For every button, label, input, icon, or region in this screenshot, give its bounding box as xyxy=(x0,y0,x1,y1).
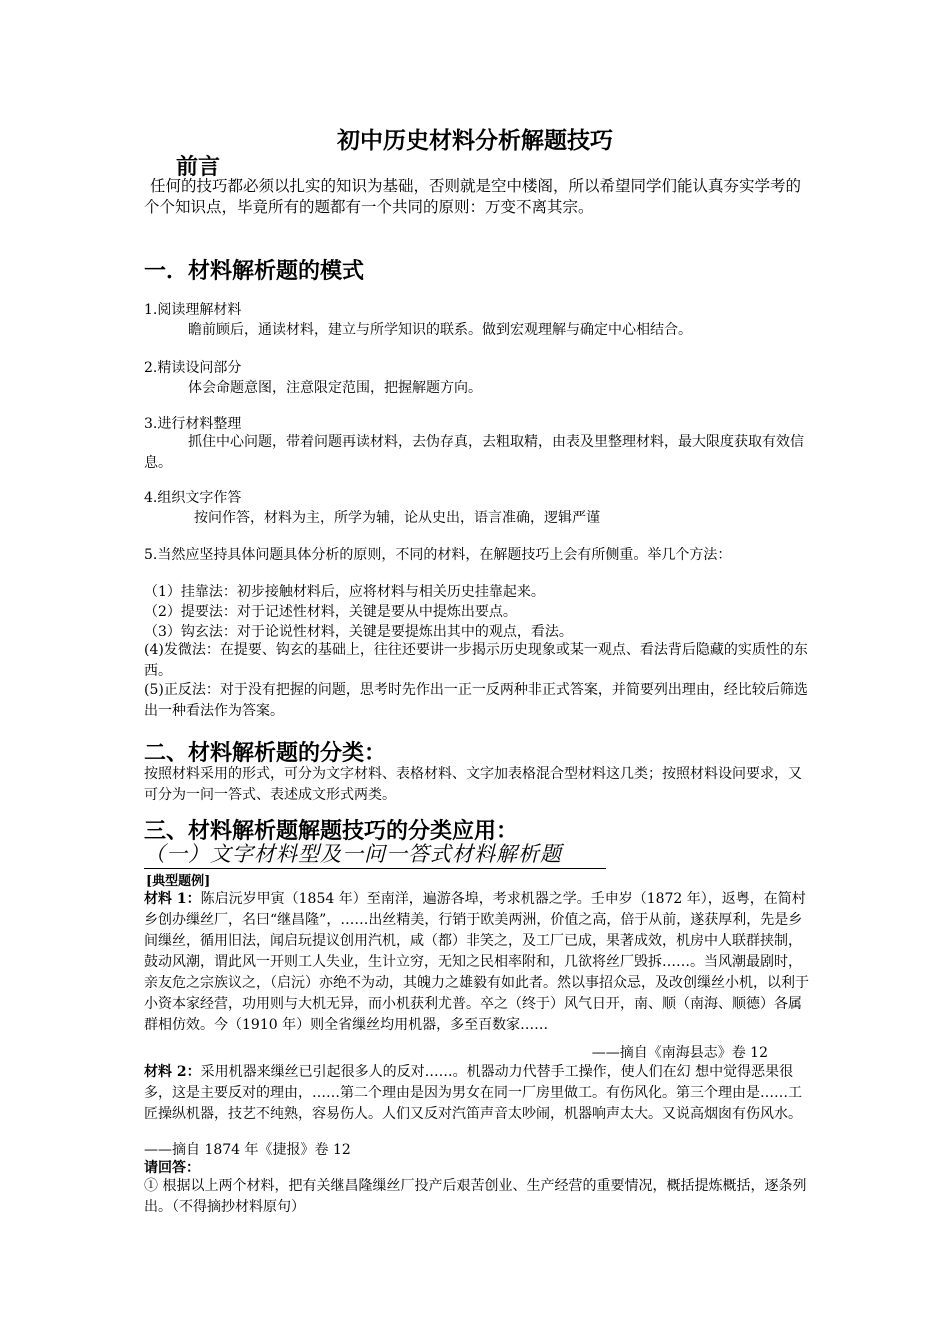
step-4-label: 4.组织文字作答 xyxy=(144,490,242,506)
method-4: (4)发微法：在提要、钩玄的基础上，往往还要讲一步揭示历史现象或某一观点、看法背后隐藏的实质性的东西。 xyxy=(144,642,808,679)
method-2: （2）提要法：对于记述性材料，关键是要从中提炼出要点。 xyxy=(144,604,517,620)
material-1-source: ——摘自《南海县志》卷 12 xyxy=(591,1045,768,1061)
material-1-label: 材料 1： xyxy=(144,891,201,907)
preface-heading: 前言 xyxy=(176,154,221,180)
point-5: 5.当然应坚持具体问题具体分析的原则，不同的材料，在解题技巧上会有所侧重。举几个方法： xyxy=(144,547,732,563)
question-label: 请回答： xyxy=(144,1160,200,1176)
example-tag: [典型题例] xyxy=(146,874,211,889)
preface-text: 任何的技巧都必须以扎实的知识为基础，否则就是空中楼阁，所以希望同学们能认真夯实学考的个个知识点，毕竟所有的题都有一个共同的原则：万变不离其宗。 xyxy=(144,177,802,216)
material-2-text: 采用机器来缫丝已引起很多人的反对……。机器动力代替手工操作，使人们在幻 想中觉得恶果很多，这是主要反对的理由，……第二个理由是因为男女在同一厂房里做工。有伤风化。第三个理由是……工匠操纵机器，技艺不纯熟，容易伤人。人们又反对汽笛声音太吵闹，机器响声太大。又说高烟囱有伤风水。 xyxy=(144,1064,802,1122)
section2-text: 按照材料采用的形式，可分为文字材料、表格材料、文字加表格混合型材料这几类；按照材料设问要求，又可分为一问一答式、表述成文形式两类。 xyxy=(144,766,802,803)
step-3-text: 抓住中心问题，带着问题再读材料，去伪存真，去粗取精，由表及里整理材料，最大限度获取有效信息。 xyxy=(144,434,804,471)
section3-heading: 三、材料解析题解题技巧的分类应用： xyxy=(144,818,519,844)
method-5: (5)正反法：对于没有把握的问题，思考时先作出一正一反两种非正式答案，并简要列出理由，经比较后筛选出一种看法作为答案。 xyxy=(144,682,808,719)
document-title: 初中历史材料分析解题技巧 xyxy=(337,127,613,154)
material-2-label: 材料 2： xyxy=(144,1064,201,1080)
question-1: ① 根据以上两个材料，把有关继昌隆缫丝厂投产后艰苦创业、生产经营的重要情况，概括提炼概括，逐条列出。（不得摘抄材料原句） xyxy=(144,1178,807,1215)
step-1-label: 1.阅读理解材料 xyxy=(144,302,242,318)
section2-heading: 二、材料解析题的分类： xyxy=(144,740,387,766)
step-2-label: 2.精读设问部分 xyxy=(144,360,242,376)
method-3: （3）钩玄法：对于论说性材料，关键是要提炼出其中的观点，看法。 xyxy=(144,624,573,640)
section1-heading: 一．材料解析题的模式 xyxy=(144,258,365,284)
step-1-text: 瞻前顾后，通读材料，建立与所学知识的联系。做到宏观理解与确定中心相结合。 xyxy=(188,322,692,338)
material-1-text: 陈启沅岁甲寅（1854 年）至南洋，遍游各埠，考求机器之学。壬申岁（1872 年），返粤，在简村乡创办缫丝厂，名曰“继昌隆”，……出丝精美，行销于欧美两洲，价值之高，倍于从前，遂获厚利，先是乡间缫丝，循用旧法，闻启玩提议创用汽机，咸（都）非笑之，及工厂已成，果著成效，机房中人联群挟制，鼓动风潮，谓此风一开则工人失业，生计立穷，无知之民相率附和，几欲将丝厂毁拆……。当风潮最剧时，亲友危之宗族议之，（启沅）亦绝不为动，其魄力之雄毅有如此者。然以事招众忌，及改创缫丝小机，以利于小资本家经营，功用则与大机无异，而小机获利尤普。卒之（终于）风气日开，南、顺（南海、顺德）各属群相仿效。今（1910 年）则全省缫丝均用机器，多至百数家…… xyxy=(144,891,809,1033)
material-1 xyxy=(144,889,812,1036)
method-1: （1）挂靠法：初步接触材料后，应将材料与相关历史挂靠起来。 xyxy=(144,584,545,600)
step-3-label: 3.进行材料整理 xyxy=(144,416,242,432)
step-2-text: 体会命题意图，注意限定范围，把握解题方向。 xyxy=(188,380,482,396)
material-2-source: ——摘自 1874 年《捷报》卷 12 xyxy=(144,1142,351,1158)
step-4-text: 按问作答，材料为主，所学为辅，论从史出，语言准确，逻辑严谨 xyxy=(194,510,600,526)
section3-subheading: （一）文字材料型及一问一答式材料解析题 xyxy=(144,840,606,869)
material-2 xyxy=(144,1062,812,1125)
